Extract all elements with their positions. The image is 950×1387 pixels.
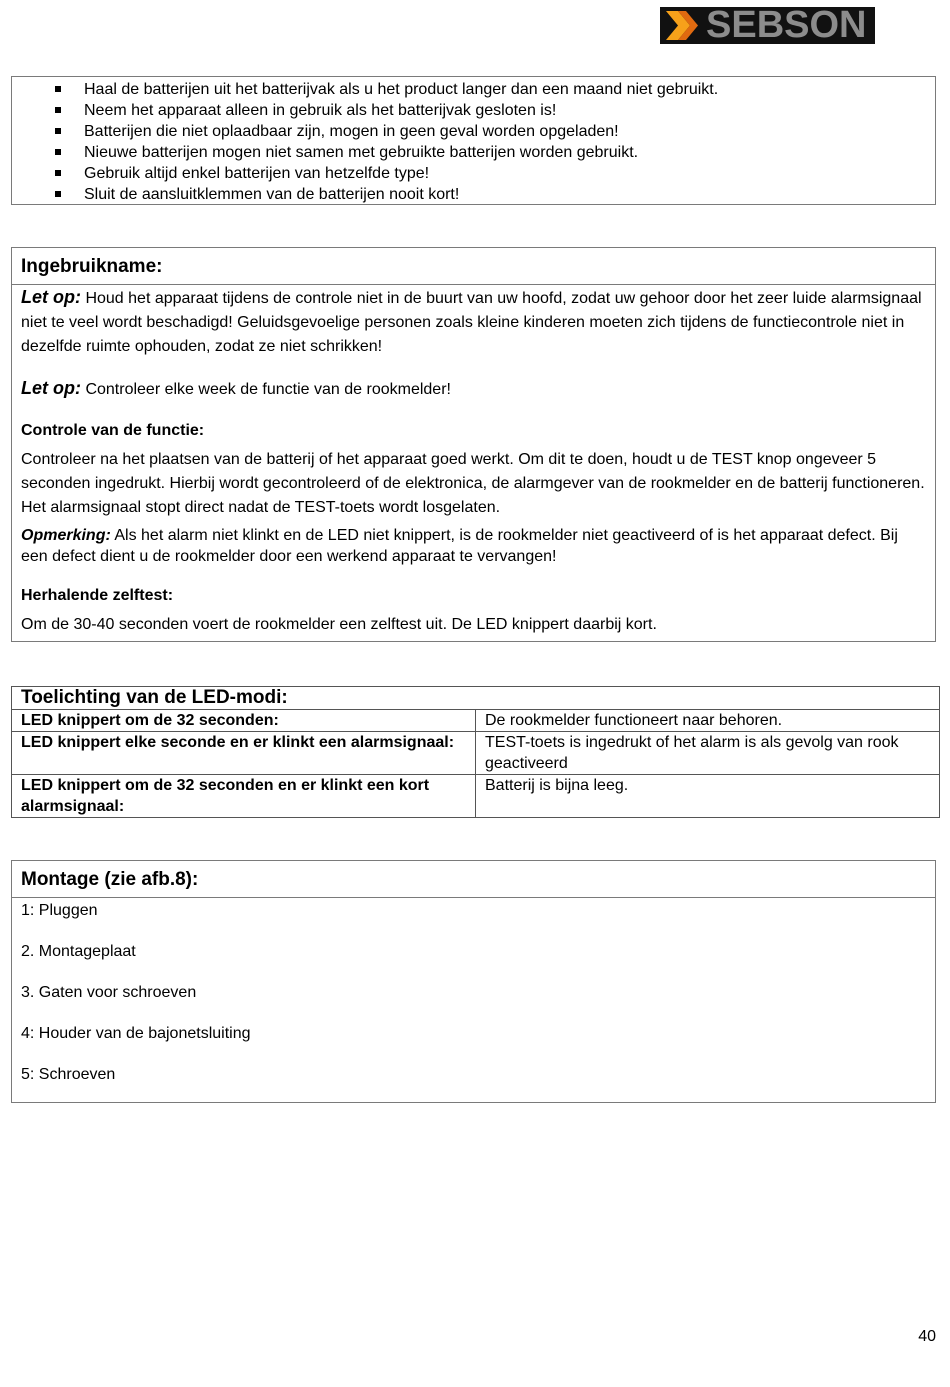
list-item: Batterijen die niet oplaadbaar zijn, mogen in geen geval worden opgeladen!	[52, 121, 935, 142]
list-item: Haal de batterijen uit het batterijvak als u het product langer dan een maand niet gebruikt.	[52, 79, 935, 100]
warning-text: Controleer elke week de functie van de rookmelder!	[81, 381, 451, 398]
opmerking-label: Opmerking:	[21, 527, 111, 544]
list-item: 4: Houder van de bajonetsluiting	[21, 1025, 251, 1042]
table-title: Toelichting van de LED-modi:	[12, 687, 940, 710]
led-modes-table	[11, 686, 940, 818]
sebson-logo	[660, 7, 875, 44]
table-header-row	[12, 687, 940, 710]
zelftest-text: Om de 30-40 seconden voert de rookmelder een zelftest uit. De LED knippert daarbij kort.	[21, 616, 657, 633]
brand-name: SEBSON	[706, 7, 867, 44]
list-item: 3. Gaten voor schroeven	[21, 984, 197, 1001]
list-item: Nieuwe batterijen mogen niet samen met gebruikte batterijen worden gebruikt.	[52, 142, 935, 163]
warning-paragraph-2	[21, 376, 926, 402]
list-item: 1: Pluggen	[21, 902, 98, 919]
led-meaning-cell: De rookmelder functioneert naar behoren.	[476, 710, 940, 732]
double-chevron-logo-icon	[664, 9, 704, 42]
list-item: Neem het apparaat alleen in gebruik als het batterijvak gesloten is!	[52, 100, 935, 121]
led-meaning-cell: Batterij is bijna leeg.	[476, 775, 940, 818]
section-title: Ingebruikname:	[12, 248, 935, 285]
battery-warnings-list	[12, 79, 935, 205]
list-item: 5: Schroeven	[21, 1066, 116, 1083]
zelftest-heading: Herhalende zelftest:	[21, 587, 174, 604]
battery-warnings-box	[11, 76, 936, 205]
list-item: Gebruik altijd enkel batterijen van hetzelfde type!	[52, 163, 935, 184]
ingebruikname-box	[11, 247, 936, 642]
list-item: Sluit de aansluitklemmen van de batterijen nooit kort!	[52, 184, 935, 205]
list-item: 2. Montageplaat	[21, 943, 136, 960]
page-number: 40	[918, 1328, 936, 1345]
section-title: Montage (zie afb.8):	[12, 861, 935, 898]
opmerking-paragraph	[21, 525, 926, 567]
table-row	[12, 732, 940, 775]
led-meaning-cell: TEST-toets is ingedrukt of het alarm is als gevolg van rook geactiveerd	[476, 732, 940, 775]
led-mode-cell: LED knippert om de 32 seconden en er klinkt een kort alarmsignaal:	[12, 775, 476, 818]
warning-text: Houd het apparaat tijdens de controle niet in de buurt van uw hoofd, zodat uw gehoor door het zeer luide alarmsignaal niet te veel wordt beschadigd! Geluidsgevoelige personen zoals kleine kinderen moeten zich tijdens de functiecontrole niet in dezelfde ruimte ophouden, zodat ze niet schrikken!	[21, 290, 922, 355]
controle-text: Controleer na het plaatsen van de batterij of het apparaat goed werkt. Om dit te doen, houdt u de TEST knop ongeveer 5 seconden ingedrukt. Hierbij wordt gecontroleerd of de elektronica, de alarmgever van de rookmelder en de batterij functioneren. Het alarmsignaal stopt direct nadat de TEST-toets wordt losgelaten.	[21, 451, 925, 516]
montage-box	[11, 860, 936, 1103]
led-mode-cell: LED knippert om de 32 seconden:	[12, 710, 476, 732]
let-op-label: Let op:	[21, 287, 81, 307]
table-row	[12, 710, 940, 732]
warning-paragraph-1	[21, 285, 926, 359]
led-mode-cell: LED knippert elke seconde en er klinkt een alarmsignaal:	[12, 732, 476, 775]
let-op-label: Let op:	[21, 378, 81, 398]
table-row	[12, 775, 940, 818]
opmerking-text: Als het alarm niet klinkt en de LED niet knippert, is de rookmelder niet geactiveerd of is het apparaat defect. Bij een defect dient u de rookmelder door een werkend apparaat te vervangen!	[21, 527, 898, 565]
controle-heading: Controle van de functie:	[21, 422, 205, 439]
